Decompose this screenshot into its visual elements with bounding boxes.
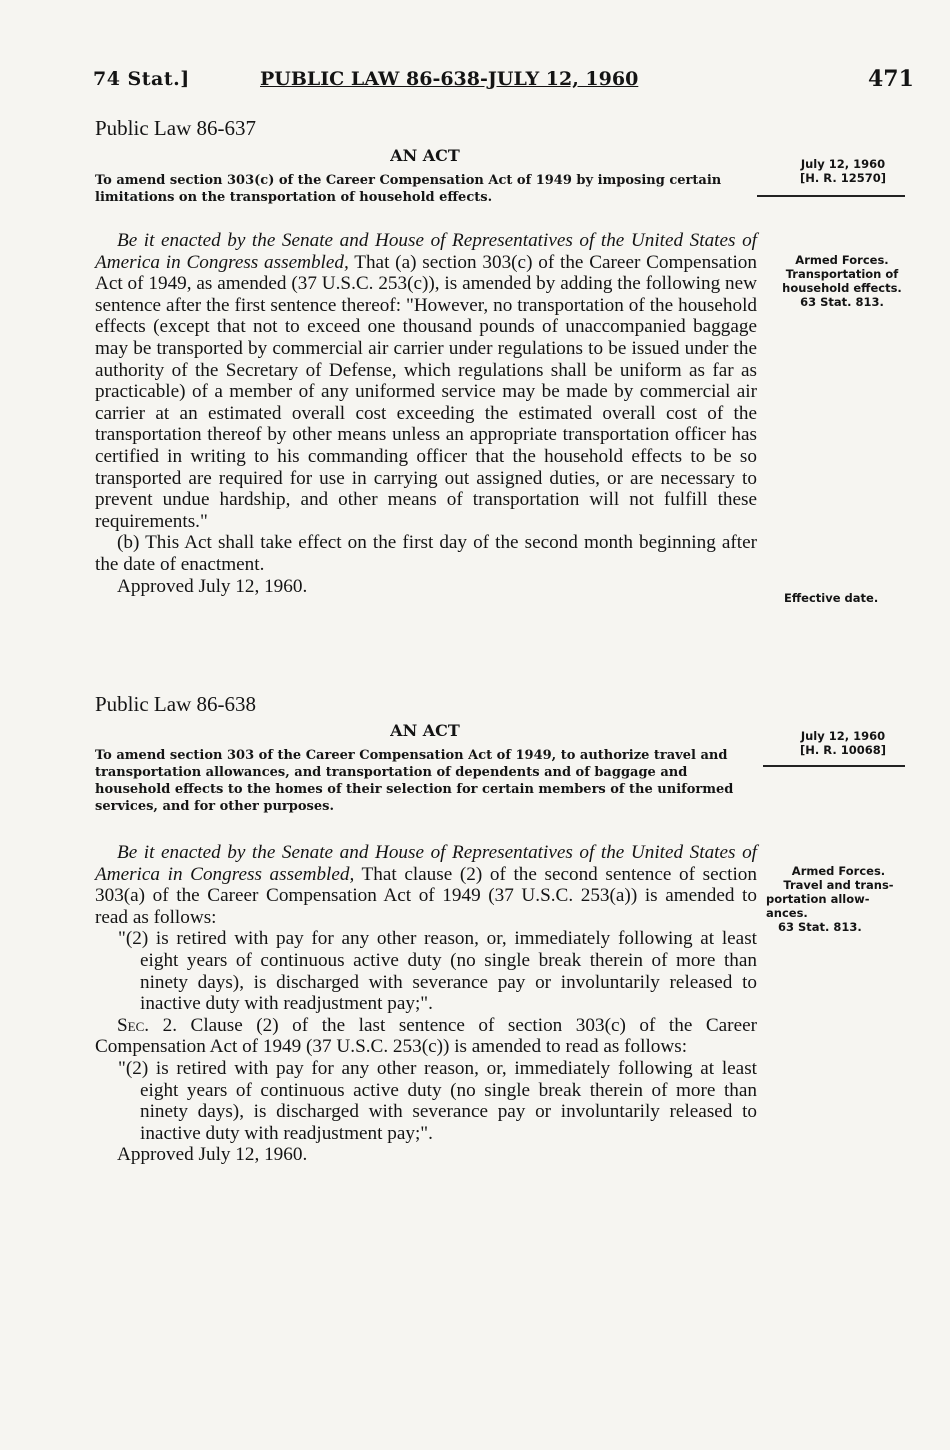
margin-note-line: 63 Stat. 813.: [778, 920, 862, 934]
law1-act-heading: AN ACT: [390, 146, 460, 165]
margin-note-line: ances.: [766, 906, 808, 920]
law2-section-1: That clause (2) of the second sentence of section 303(a) of the Career Compensation Act of 1949 (37 U.S.C. 253(a)) is amended to read as follows:: [95, 863, 757, 928]
law2-purpose-text: To amend section 303 of the Career Compensation Act of 1949, to authorize travel and transportation allowances, and transportation of dependents and of baggage and household effects to the homes of their selection for certain members of the uniformed services, and for other purposes.: [95, 748, 734, 814]
law1-date-rule: [757, 195, 905, 197]
law1-purpose-text: To amend section 303(c) of the Career Compensation Act of 1949 by imposing certain limitations on the transportation of household effects.: [95, 173, 722, 205]
margin-note-line: Armed Forces.: [791, 864, 886, 878]
law2-quote-1: "(2) is retired with pay for any other reason, or, immediately following at least eight years of continuous active duty (no single break therein of more than ninety days), is discharged with severance pay or involuntarily released to inactive duty with readjustment pay;".: [118, 928, 757, 1015]
margin-note-line: portation allow-: [766, 892, 870, 906]
law2-purpose: [95, 747, 755, 815]
law2-approved: Approved July 12, 1960.: [117, 1144, 308, 1166]
law1-title: Public Law 86-637: [95, 116, 256, 140]
page-title: PUBLIC LAW 86-638-JULY 12, 1960: [260, 68, 639, 90]
stat-reference: 74 Stat.]: [93, 68, 190, 90]
section-label: Sec.: [117, 1014, 150, 1036]
margin-note-line: Transportation of: [785, 267, 899, 281]
law1-date-ref: [768, 157, 918, 185]
law2-date-ref: [768, 729, 918, 757]
law2-date-rule: [763, 765, 905, 767]
law2-body: [95, 842, 757, 1166]
margin-note-line: household effects.: [782, 281, 902, 295]
law2-enacting-clause: Be it enacted by the Senate and House of Representatives of the United States of America in Congress assembled,: [95, 842, 757, 885]
law1-bill: [H. R. 12570]: [800, 171, 886, 185]
law2-margin-note: [766, 864, 911, 934]
law1-section-b: (b) This Act shall take effect on the first day of the second month beginning after the date of enactment.: [95, 532, 757, 575]
law2-quote-2: "(2) is retired with pay for any other reason, or, immediately following at least eight years of continuous active duty (no single break therein of more than ninety days), is discharged with severance pay or involuntarily released to inactive duty with readjustment pay;".: [118, 1057, 757, 1144]
law1-enacting-clause: Be it enacted by the Senate and House of Representatives of the United States of America in Congress assembled,: [95, 230, 757, 273]
bleed-through: [560, 108, 760, 138]
law1-approved: Approved July 12, 1960.: [117, 575, 308, 597]
margin-note-line: 63 Stat. 813.: [800, 295, 884, 309]
law1-body: [95, 230, 757, 597]
law2-date: July 12, 1960: [800, 729, 886, 743]
page-number: 471: [868, 66, 914, 92]
law1-section-a: That (a) section 303(c) of the Career Compensation Act of 1949, as amended (37 U.S.C. 253(c)), is amended by adding the following new sentence after the first sentence thereof: "However, no transportation of the household effects (except that not to exceed one thousand pounds of unaccompanied baggage may be transported by commercial air carrier under regulations to be issued under the authority of the Secretary of Defense, which regulations shall be uniform as far as practicable) of a member of any uniformed service may be made by commercial air carrier at an estimated overall cost exceeding the estimated overall cost of the transportation thereof by other means unless an appropriate transportation officer has certified in writing to his commanding officer that the household effects to be so transported are required for use in carrying out assigned duties, or are necessary to prevent undue hardship, and other means of transportation will not fulfill these requirements.": [95, 251, 757, 532]
law2-title: Public Law 86-638: [95, 692, 256, 716]
margin-note-line: Armed Forces.: [795, 253, 889, 267]
law2-act-heading: AN ACT: [390, 721, 460, 740]
margin-note-line: Travel and trans-: [783, 878, 894, 892]
law1-date: July 12, 1960: [800, 157, 886, 171]
law1-purpose: [95, 172, 755, 206]
law2-bill: [H. R. 10068]: [800, 743, 886, 757]
law1-margin-note: [772, 253, 912, 309]
law2-section-2: Sec. 2. Clause (2) of the last sentence of section 303(c) of the Career Compensation Act of 1949 (37 U.S.C. 253(c)) is amended to read as follows:: [95, 1014, 757, 1058]
law1-effective-note: Effective date.: [784, 591, 879, 605]
